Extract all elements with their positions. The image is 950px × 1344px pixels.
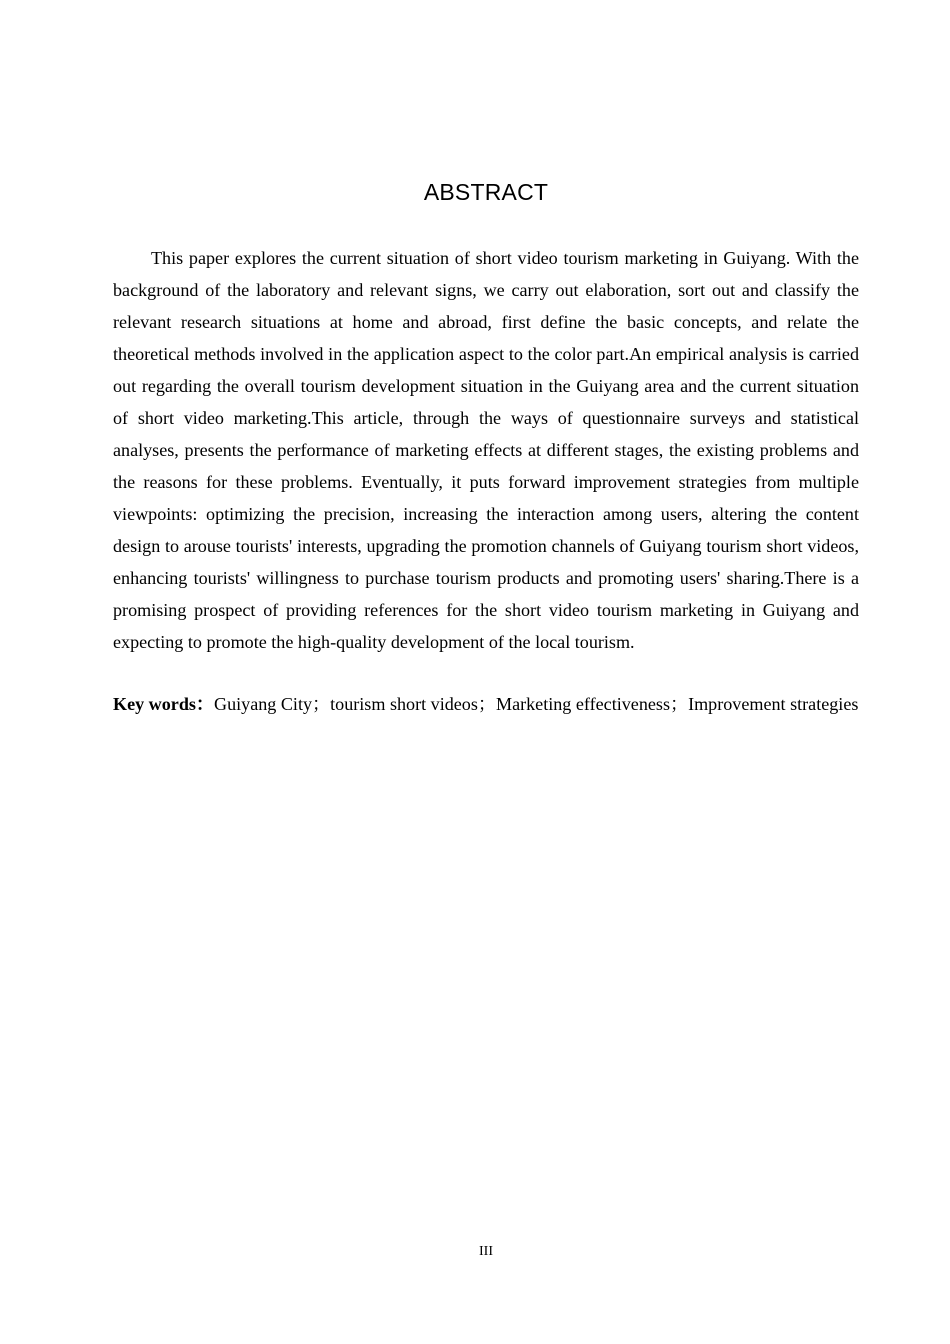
abstract-paragraph: This paper explores the current situation of short video tourism marketing in Guiyang. With the background of the laboratory and relevant signs, we carry out elaboration, sort out and classify the relevant research situations at home and abroad, first define the basic concepts, and relate the theoretical methods involved in the application aspect to the color part.An empirical analysis is carried out regarding the overall tourism development situation in the Guiyang area and the current situation of short video marketing.This article, through the ways of questionnaire surveys and statistical analyses, presents the performance of marketing effects at different stages, the existing problems and the reasons for these problems. Eventually, it puts forward improvement strategies from multiple viewpoints: optimizing the precision, increasing the interaction among users, altering the content design to arouse tourists' interests, upgrading the promotion channels of Guiyang tourism short videos, enhancing tourists' willingness to purchase tourism products and promoting users' sharing.There is a promising prospect of providing references for the short video tourism marketing in Guiyang and expecting to promote the high-quality development of the local tourism. bbox=[113, 248, 859, 652]
keywords-label: Key words： bbox=[113, 694, 215, 714]
page-title: ABSTRACT bbox=[423, 179, 549, 205]
keywords-line bbox=[113, 689, 859, 720]
page-number: III bbox=[479, 1244, 493, 1259]
keywords-text: Guiyang City；tourism short videos；Marketing effectiveness；Improvement strategies bbox=[214, 694, 859, 714]
